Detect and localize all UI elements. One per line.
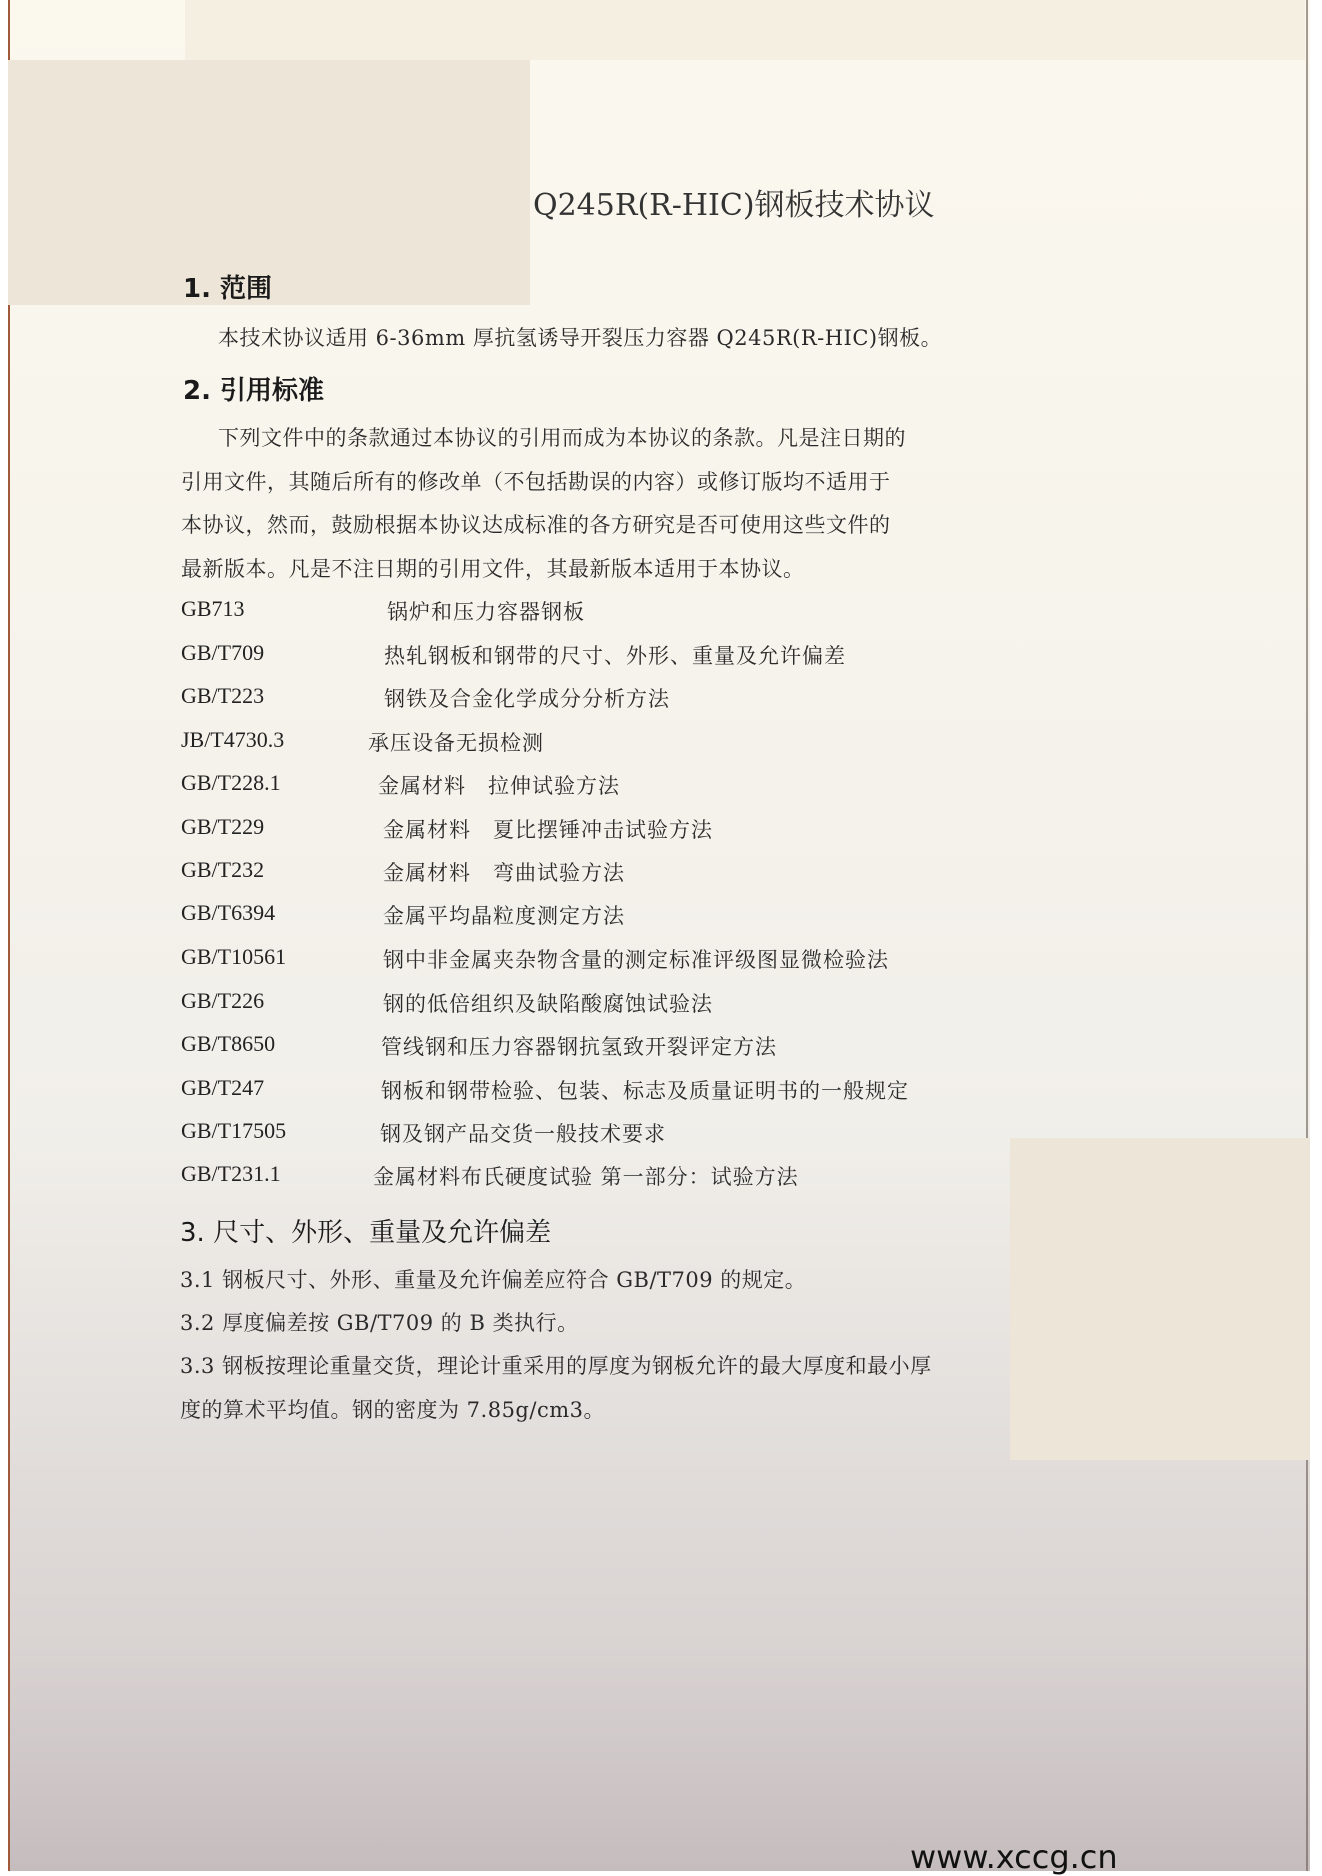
standard-name: 金属材料 夏比摆锤冲击试验方法 — [383, 818, 713, 842]
page-edge — [1306, 0, 1308, 1871]
standard-name: 钢铁及合金化学成分分析方法 — [384, 687, 670, 711]
standard-code: GB/T232 — [181, 857, 265, 882]
standard-code: GB/T226 — [181, 988, 265, 1013]
redaction-patch-top — [185, 0, 1305, 60]
standard-name: 金属平均晶粒度测定方法 — [383, 904, 625, 928]
standard-name: 金属材料 拉伸试验方法 — [378, 774, 620, 798]
standard-name: 锅炉和压力容器钢板 — [387, 600, 585, 624]
standard-code: GB713 — [181, 596, 245, 621]
watermark: www.xccg.cn — [910, 1838, 1118, 1876]
section-heading-dimensions: 3. 尺寸、外形、重量及允许偏差 — [180, 1218, 552, 1248]
standard-code: GB/T8650 — [181, 1031, 276, 1056]
standard-name: 钢的低倍组织及缺陷酸腐蚀试验法 — [383, 992, 713, 1016]
standard-code: GB/T6394 — [181, 900, 276, 925]
references-paragraph-line: 本协议，然而，鼓励根据本协议达成标准的各方研究是否可使用这些文件的 — [181, 513, 891, 537]
standard-name: 管线钢和压力容器钢抗氢致开裂评定方法 — [381, 1035, 777, 1059]
standard-code: GB/T10561 — [181, 944, 287, 969]
section-heading-scope: 1. 范围 — [183, 274, 273, 304]
standard-name: 金属材料 弯曲试验方法 — [383, 861, 625, 885]
standard-code: JB/T4730.3 — [181, 727, 285, 752]
standard-code: GB/T229 — [181, 814, 265, 839]
standard-code: GB/T17505 — [181, 1118, 287, 1143]
clause-3-2: 3.2 厚度偏差按 GB/T709 的 B 类执行。 — [180, 1311, 579, 1335]
clause-3-1: 3.1 钢板尺寸、外形、重量及允许偏差应符合 GB/T709 的规定。 — [180, 1268, 807, 1292]
scope-body: 本技术协议适用 6-36mm 厚抗氢诱导开裂压力容器 Q245R(R-HIC)钢板。 — [218, 326, 943, 350]
document-title: Q245R(R-HIC)钢板技术协议 — [533, 188, 935, 223]
standard-code: GB/T231.1 — [181, 1161, 281, 1186]
redaction-patch-right — [1010, 1138, 1310, 1460]
standard-name: 钢板和钢带检验、包装、标志及质量证明书的一般规定 — [381, 1079, 909, 1103]
clause-3-3-continued: 度的算术平均值。钢的密度为 7.85g/cm3。 — [180, 1398, 605, 1422]
standard-code: GB/T223 — [181, 683, 265, 708]
standard-code: GB/T228.1 — [181, 770, 281, 795]
standard-code: GB/T709 — [181, 640, 265, 665]
references-paragraph-line: 最新版本。凡是不注日期的引用文件，其最新版本适用于本协议。 — [181, 557, 805, 581]
clause-3-3: 3.3 钢板按理论重量交货，理论计重采用的厚度为钢板允许的最大厚度和最小厚 — [180, 1354, 932, 1378]
standard-name: 金属材料布氏硬度试验 第一部分：试验方法 — [373, 1165, 799, 1189]
standard-name: 承压设备无损检测 — [368, 731, 544, 755]
standard-name: 热轧钢板和钢带的尺寸、外形、重量及允许偏差 — [384, 644, 846, 668]
references-paragraph-line: 引用文件，其随后所有的修改单（不包括勘误的内容）或修订版均不适用于 — [181, 470, 891, 494]
standard-name: 钢及钢产品交货一般技术要求 — [380, 1122, 666, 1146]
standard-name: 钢中非金属夹杂物含量的测定标准评级图显微检验法 — [383, 948, 889, 972]
section-heading-references: 2. 引用标准 — [183, 376, 325, 406]
references-paragraph-line: 下列文件中的条款通过本协议的引用而成为本协议的条款。凡是注日期的 — [218, 426, 906, 450]
standard-code: GB/T247 — [181, 1075, 265, 1100]
